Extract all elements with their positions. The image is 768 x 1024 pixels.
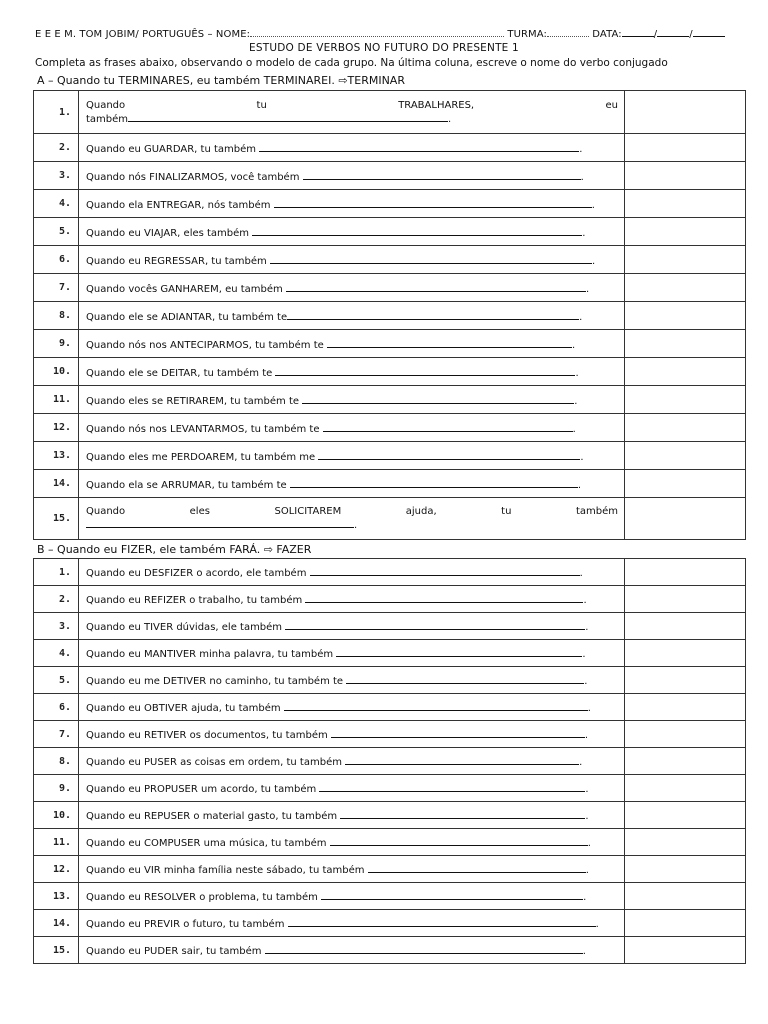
verb-answer-cell[interactable]	[625, 802, 746, 829]
verb-answer-cell[interactable]	[625, 721, 746, 748]
table-row: 10. Quando eu REPUSER o material gasto, tu também .	[34, 802, 746, 829]
verb-answer-cell[interactable]	[625, 883, 746, 910]
name-field[interactable]	[250, 27, 504, 37]
verb-answer-cell[interactable]	[625, 748, 746, 775]
verb-answer-cell[interactable]	[625, 302, 746, 330]
school-name-label: E E E M. TOM JOBIM/ PORTUGUÊS – NOME:	[35, 29, 251, 40]
verb-answer-cell[interactable]	[625, 910, 746, 937]
verb-answer-cell[interactable]	[625, 586, 746, 613]
instructions: Completa as frases abaixo, observando o modelo de cada grupo. Na última coluna, escreve o nome do verbo conjugado	[35, 57, 668, 69]
verb-answer-cell[interactable]	[625, 856, 746, 883]
table-row: 13. Quando eu RESOLVER o problema, tu também .	[34, 883, 746, 910]
table-row: 2. Quando eu GUARDAR, tu também .	[34, 134, 746, 162]
date-day-field[interactable]	[622, 27, 654, 37]
worksheet-header: E E E M. TOM JOBIM/ PORTUGUÊS – NOME: TURMA: DATA: / /	[35, 27, 735, 40]
table-row: 2. Quando eu REFIZER o trabalho, tu também .	[34, 586, 746, 613]
table-row: 13. Quando eles me PERDOAREM, tu também me .	[34, 442, 746, 470]
answer-blank[interactable]	[285, 619, 585, 630]
table-row: 7. Quando vocês GANHAREM, eu também .	[34, 274, 746, 302]
answer-blank[interactable]	[302, 393, 574, 404]
table-row: 1. Quando eu DESFIZER o acordo, ele também .	[34, 559, 746, 586]
table-row: 11. Quando eu COMPUSER uma música, tu também .	[34, 829, 746, 856]
verb-answer-cell[interactable]	[625, 218, 746, 246]
table-row: 9. Quando eu PROPUSER um acordo, tu também .	[34, 775, 746, 802]
turma-field[interactable]	[547, 27, 589, 37]
answer-blank[interactable]	[270, 253, 592, 264]
table-row: 8. Quando eu PUSER as coisas em ordem, tu também .	[34, 748, 746, 775]
answer-blank[interactable]	[259, 141, 579, 152]
answer-blank[interactable]	[286, 281, 586, 292]
verb-answer-cell[interactable]	[625, 667, 746, 694]
answer-blank[interactable]	[290, 477, 578, 488]
answer-blank[interactable]	[287, 309, 579, 320]
answer-blank[interactable]	[321, 889, 583, 900]
table-row: 12. Quando nós nos LEVANTARMOS, tu também te .	[34, 414, 746, 442]
date-month-field[interactable]	[657, 27, 689, 37]
table-row: 4. Quando ela ENTREGAR, nós também .	[34, 190, 746, 218]
verb-answer-cell[interactable]	[625, 91, 746, 134]
verb-answer-cell[interactable]	[625, 559, 746, 586]
table-row: 6. Quando eu OBTIVER ajuda, tu também .	[34, 694, 746, 721]
verb-answer-cell[interactable]	[625, 190, 746, 218]
table-row: 15. Quando eles SOLICITAREM ajuda, tu também .	[34, 498, 746, 540]
verb-answer-cell[interactable]	[625, 694, 746, 721]
answer-blank[interactable]	[305, 592, 583, 603]
data-label: DATA:	[592, 29, 622, 40]
answer-blank[interactable]	[340, 808, 585, 819]
table-row: 9. Quando nós nos ANTECIPARMOS, tu também te .	[34, 330, 746, 358]
table-row: 11. Quando eles se RETIRAREM, tu também te .	[34, 386, 746, 414]
table-row: 14. Quando eu PREVIR o futuro, tu também .	[34, 910, 746, 937]
answer-blank[interactable]	[318, 449, 580, 460]
verb-answer-cell[interactable]	[625, 442, 746, 470]
verb-answer-cell[interactable]	[625, 829, 746, 856]
answer-blank[interactable]	[368, 862, 586, 873]
verb-answer-cell[interactable]	[625, 330, 746, 358]
table-row: 4. Quando eu MANTIVER minha palavra, tu também .	[34, 640, 746, 667]
answer-blank[interactable]	[274, 197, 592, 208]
verb-answer-cell[interactable]	[625, 274, 746, 302]
table-row: 5. Quando eu me DETIVER no caminho, tu também te .	[34, 667, 746, 694]
table-row: 1. Quando tu TRABALHARES, eu também .	[34, 91, 746, 134]
answer-blank[interactable]	[330, 835, 588, 846]
answer-blank[interactable]	[345, 754, 579, 765]
verb-answer-cell[interactable]	[625, 386, 746, 414]
verb-answer-cell[interactable]	[625, 134, 746, 162]
verb-answer-cell[interactable]	[625, 246, 746, 274]
answer-blank[interactable]	[288, 916, 596, 927]
section-b-heading: B – Quando eu FIZER, ele também FARÁ. ⇨ FAZER	[37, 543, 312, 556]
verb-answer-cell[interactable]	[625, 613, 746, 640]
answer-blank[interactable]	[310, 565, 580, 576]
turma-label: TURMA:	[507, 29, 547, 40]
answer-blank[interactable]	[327, 337, 572, 348]
table-row: 3. Quando eu TIVER dúvidas, ele também .	[34, 613, 746, 640]
answer-blank[interactable]	[303, 169, 581, 180]
section-a-heading: A – Quando tu TERMINARES, eu também TERMINAREI. ⇨TERMINAR	[37, 74, 405, 87]
verb-answer-cell[interactable]	[625, 640, 746, 667]
answer-blank[interactable]	[275, 365, 575, 376]
answer-blank[interactable]	[336, 646, 582, 657]
table-row: 5. Quando eu VIAJAR, eles também .	[34, 218, 746, 246]
table-row: 12. Quando eu VIR minha família neste sábado, tu também .	[34, 856, 746, 883]
table-row: 3. Quando nós FINALIZARMOS, você também .	[34, 162, 746, 190]
answer-blank[interactable]	[86, 517, 354, 528]
verb-answer-cell[interactable]	[625, 162, 746, 190]
section-b-table	[33, 558, 746, 964]
verb-answer-cell[interactable]	[625, 358, 746, 386]
table-row: 15. Quando eu PUDER sair, tu também .	[34, 937, 746, 964]
table-row: 6. Quando eu REGRESSAR, tu também .	[34, 246, 746, 274]
answer-blank[interactable]	[346, 673, 584, 684]
table-row: 8. Quando ele se ADIANTAR, tu também te .	[34, 302, 746, 330]
section-a-table	[33, 90, 746, 540]
table-row: 10. Quando ele se DEITAR, tu também te .	[34, 358, 746, 386]
answer-blank[interactable]	[323, 421, 573, 432]
table-row: 14. Quando ela se ARRUMAR, tu também te .	[34, 470, 746, 498]
answer-blank[interactable]	[331, 727, 585, 738]
answer-blank[interactable]	[319, 781, 585, 792]
verb-answer-cell[interactable]	[625, 937, 746, 964]
verb-answer-cell[interactable]	[625, 775, 746, 802]
verb-answer-cell[interactable]	[625, 414, 746, 442]
verb-answer-cell[interactable]	[625, 470, 746, 498]
answer-blank[interactable]	[284, 700, 588, 711]
verb-answer-cell[interactable]	[625, 498, 746, 540]
answer-blank[interactable]	[128, 111, 448, 122]
answer-blank[interactable]	[252, 225, 582, 236]
date-year-field[interactable]	[693, 27, 725, 37]
worksheet-title: ESTUDO DE VERBOS NO FUTURO DO PRESENTE 1	[249, 42, 519, 54]
table-row: 7. Quando eu RETIVER os documentos, tu também .	[34, 721, 746, 748]
answer-blank[interactable]	[265, 943, 583, 954]
